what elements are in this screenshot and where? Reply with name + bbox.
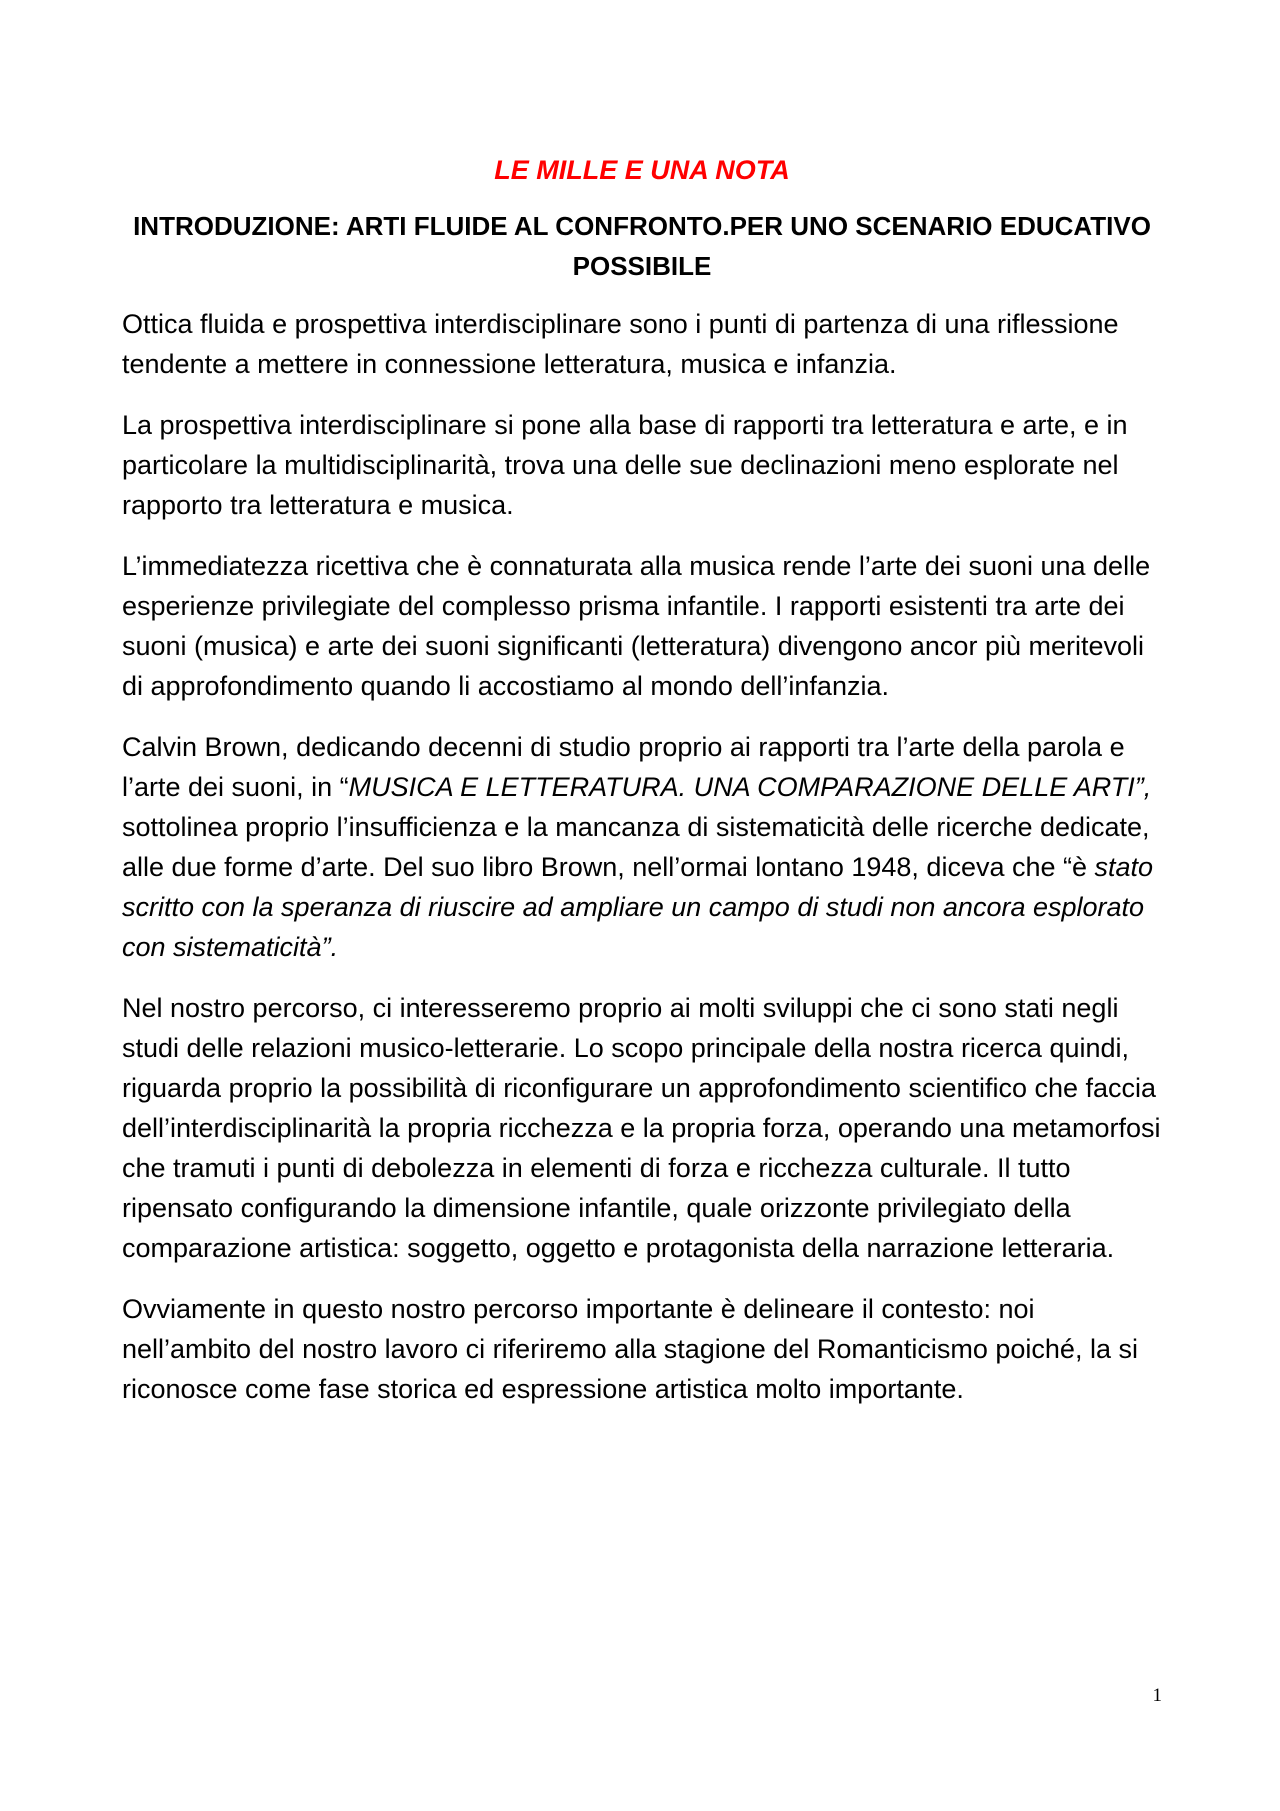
brown-quote-italic: stato scritto con la speranza di riuscire ad ampliare un campo di studi non ancora esplorato con sistematicità”.: [122, 852, 1154, 962]
paragraph-5: Nel nostro percorso, ci interesseremo proprio ai molti sviluppi che ci sono stati negli studi delle relazioni musico-letterarie. Lo scopo principale della nostra ricerca quindi, riguarda proprio la possibilità di riconfigurare un approfondimento scientifico che faccia dell’interdisciplinarità la propria ricchezza e la propria forza, operando una metamorfosi che tramuti i punti di debolezza in elementi di forza e ricchezza culturale. Il tutto ripensato configurando la dimensione infantile, quale orizzonte privilegiato della comparazione artistica: soggetto, oggetto e protagonista della narrazione letteraria.: [122, 993, 1161, 1263]
paragraph-2: La prospettiva interdisciplinare si pone alla base di rapporti tra letteratura e arte, e in particolare la multidisciplinarità, trova una delle sue declinazioni meno esplorate nel rapporto tra letteratura e musica.: [122, 410, 1128, 520]
document-subtitle: INTRODUZIONE: ARTI FLUIDE AL CONFRONTO.PER UNO SCENARIO EDUCATIVO POSSIBILE: [133, 211, 1151, 281]
paragraph-3: L’immediatezza ricettiva che è connaturata alla musica rende l’arte dei suoni una delle esperienze privilegiate del complesso prisma infantile. I rapporti esistenti tra arte dei suoni (musica) e arte dei suoni significanti (letteratura) divengono ancor più meritevoli di approfondimento quando li accostiamo al mondo dell’infanzia.: [122, 551, 1151, 701]
book-title-italic: MUSICA E LETTERATURA. UNA COMPARAZIONE DELLE ARTI”,: [348, 772, 1152, 802]
page-number: 1: [1152, 1685, 1162, 1706]
paragraph-6: Ovviamente in questo nostro percorso importante è delineare il contesto: noi nell’ambito del nostro lavoro ci riferiremo alla stagione del Romanticismo poiché, la si riconosce come fase storica ed espressione artistica molto importante.: [122, 1294, 1138, 1404]
document-title: LE MILLE E UNA NOTA: [494, 155, 790, 185]
paragraph-4-text-2: sottolinea proprio l’insufficienza e la mancanza di sistematicità delle ricerche dedicate, alle due forme d’arte. Del suo libro Brown, nell’ormai lontano 1948, diceva che “è: [122, 812, 1150, 882]
paragraph-1: Ottica fluida e prospettiva interdisciplinare sono i punti di partenza di una riflessione tendente a mettere in connessione letteratura, musica e infanzia.: [122, 309, 1119, 379]
paragraph-4-text-1: Calvin Brown, dedicando decenni di studio proprio ai rapporti tra l’arte della parola e l’arte dei suoni, in “: [122, 732, 1125, 802]
paragraph-4: [122, 727, 1162, 967]
